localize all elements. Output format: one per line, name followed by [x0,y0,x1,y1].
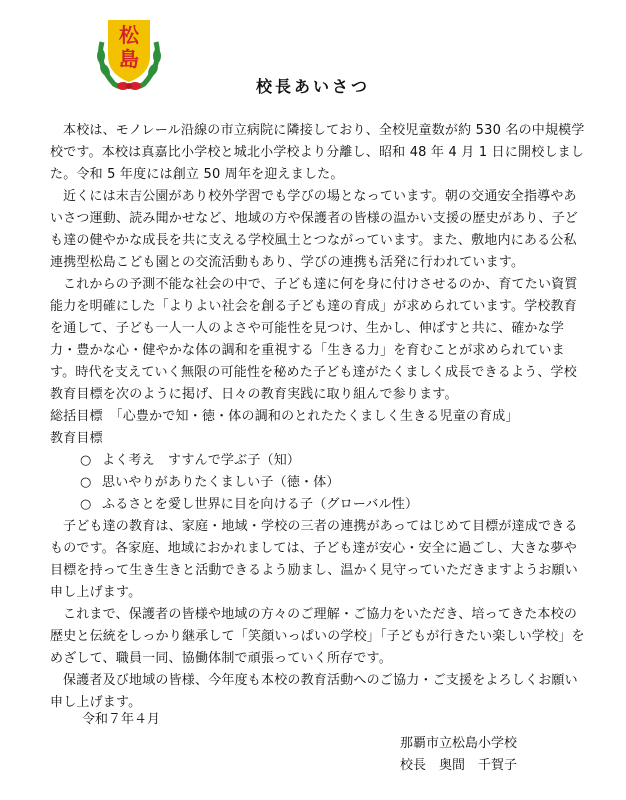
school-name: 那覇市立松島小学校 [400,736,518,751]
paragraph-community: 近くには末吉公園があり校外学習でも学びの場となっています。朝の交通安全指導やあいさつ運動、読み聞かせなど、地域の方や保護者の皆様の温かい支援の歴史があり、子ども達の健やかな成長を共に支える学校風土とつながっています。また、敷地内にある公私連携型松島こども園との交流活動もあり、学びの連携も活発に行われています。 [50,189,579,270]
circle-bullet-icon: ○ [80,497,92,512]
paragraph-vision: これからの予測不能な社会の中で、子ども達に何を身に付けさせるのか、育てたい資質能力を明確にした「よりよい社会を創る子ども達の育成」が求められています。学校教育を通して、子ども一人一人のよさや可能性を見つけ、生かし、伸ばすと共に、確かな学力・豊かな心・健やかな体の調和を重視する「生きる力」を育むことが求められています。時代を支えていく無限の可能性を秘めた子ども達がたくましく成長できるよう、学校教育目標を次のように掲げ、日々の教育実践に取り組んで参ります。 [50,277,578,402]
svg-text:松: 松 [119,23,139,47]
date: 令和７年４月 [82,712,161,727]
svg-text:島: 島 [119,47,139,71]
goal-item: ○ 思いやりがありたくましい子（徳・体） [50,472,585,494]
principal-name: 校長 奥間 千賀子 [400,758,518,773]
goals-heading: 教育目標 [50,431,103,446]
paragraph-tradition: これまで、保護者の皆様や地域の方々のご理解・ご協力をいただき、培ってきた本校の歴史と伝統をしっかり継承して「笑顔いっぱいの学校」「子どもが行きたい楽しい学校」をめざして、職員一同、協働体制で頑張っていく所存です。 [50,607,585,666]
goal-item: ○ ふるさとを愛し世界に目を向ける子（グローバル性） [50,494,585,516]
circle-bullet-icon: ○ [80,453,92,468]
message-body [50,120,585,714]
overall-goal: 総括目標 「心豊かで知・徳・体の調和のとれたたくましく生きる児童の育成」 [50,409,519,424]
page-title: 校長あいさつ [255,77,370,96]
paragraph-intro: 本校は、モノレール沿線の市立病院に隣接しており、全校児童数が約 530 名の中規模学校です。本校は真嘉比小学校と城北小学校より分離し、昭和 48 年 4 月 1 日に開校しました。令和 5 年度には創立 50 周年を迎えました。 [50,123,585,182]
circle-bullet-icon: ○ [80,475,92,490]
paragraph-partnership: 子ども達の教育は、家庭・地域・学校の三者の連携があってはじめて目標が達成できるものです。各家庭、地域におかれましては、子ども達が安心・安全に過ごし、大きな夢や目標を持って生き生きと活動できるよう励まし、温かく見守っていただきますようお願い申し上げます。 [50,519,579,600]
goal-item: ○ よく考え すすんで学ぶ子（知） [50,450,585,472]
paragraph-closing: 保護者及び地域の皆様、今年度も本校の教育活動へのご協力・ご支援をよろしくお願い申し上げます。 [50,673,578,710]
